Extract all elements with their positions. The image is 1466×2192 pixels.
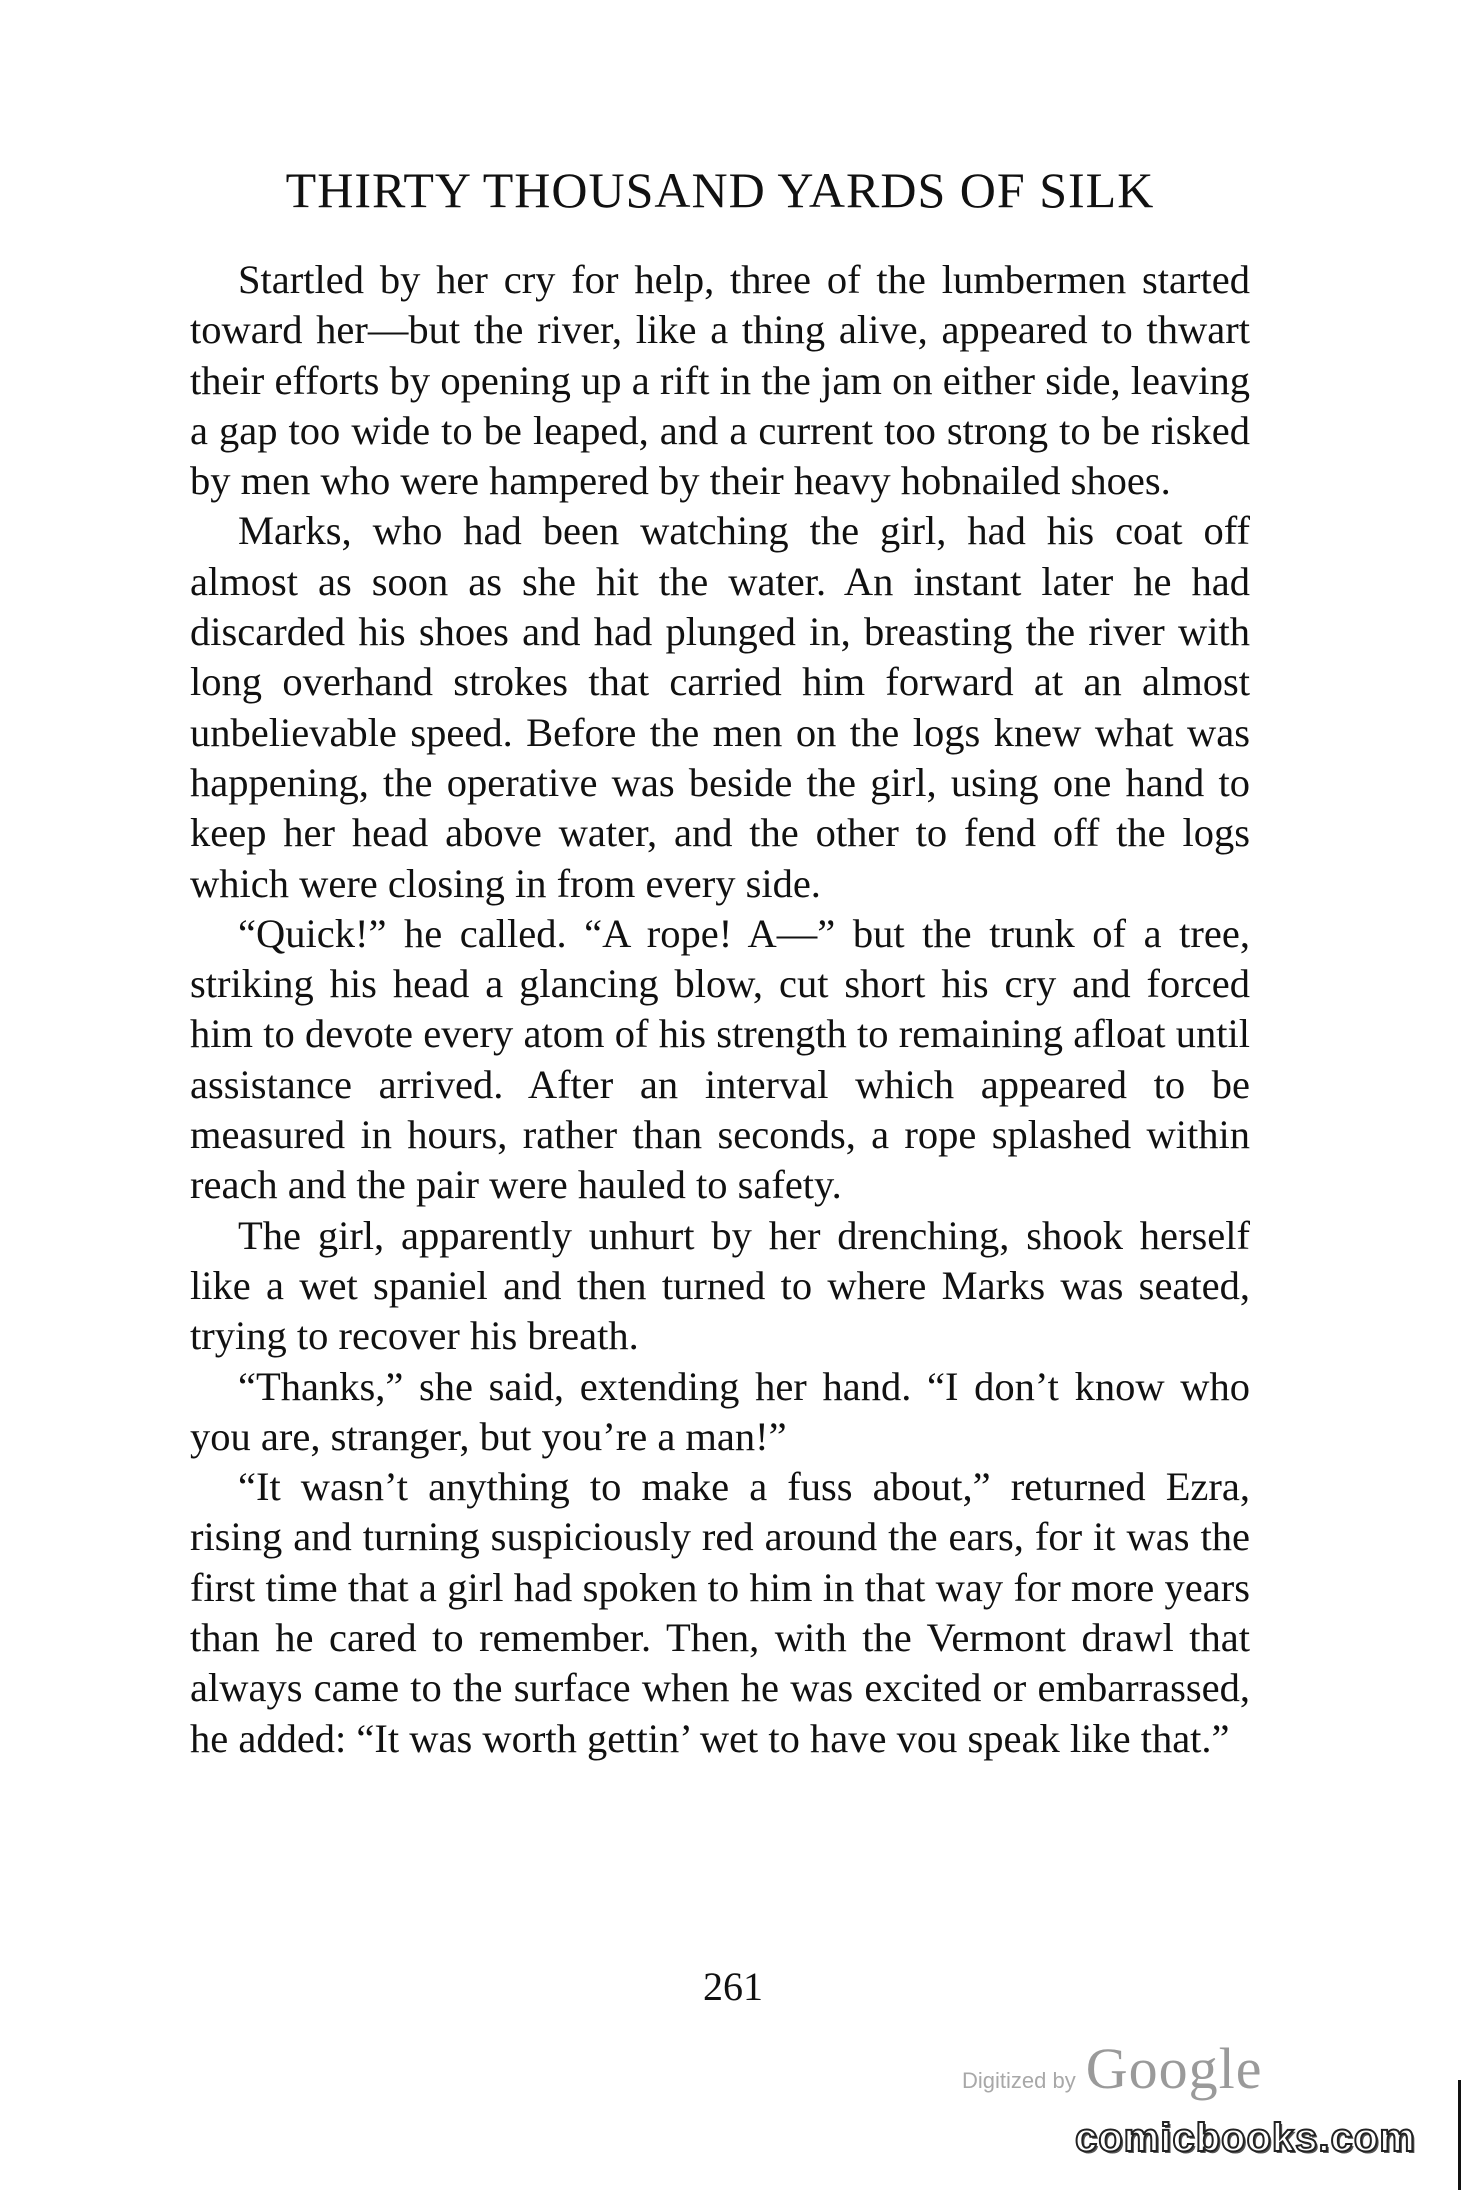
paragraph: “Thanks,” she said, extending her hand. “I don’t know who you are, stranger, but you’re a man!” <box>190 1363 1250 1459</box>
digitized-by-mark <box>962 2035 1262 2105</box>
paragraph: Startled by her cry for help, three of the lumbermen started toward her—but the river, like a thing alive, appeared to thwart their efforts by opening up a rift in the jam on either side, leaving a gap too wide to be leaped, and a current too strong to be risked by men who were hampered by their heavy hobnailed shoes. <box>190 257 1250 504</box>
paragraph: The girl, apparently unhurt by her drenching, shook herself like a wet spaniel and then turned to where Marks was seated, trying to recover his breath. <box>190 1212 1250 1359</box>
running-head: THIRTY THOUSAND YARDS OF SILK <box>285 162 1155 218</box>
paragraph: “Quick!” he called. “A rope! A—” but the trunk of a tree, striking his head a glancing blow, cut short his cry and forced him to devote every atom of his strength to remaining afloat until assistance arrived. After an interval which appeared to be measured in hours, rather than seconds, a rope splashed within reach and the pair were hauled to safety. <box>190 910 1250 1208</box>
paragraph: Marks, who had been watching the girl, had his coat off almost as soon as she hit the water. An instant later he had discarded his shoes and had plunged in, breasting the river with long overhand strokes that carried him forward at an almost unbelievable speed. Before the men on the logs knew what was happening, the operative was beside the girl, using one hand to keep her head above water, and the other to fend off the logs which were closing in from every side. <box>190 508 1250 906</box>
digitized-by-label: Digitized by <box>962 2068 1076 2093</box>
digitized-brand-logo: Google <box>1085 2036 1263 2101</box>
page-number: 261 <box>703 1964 763 2009</box>
scan-edge-mark <box>1458 2080 1461 2190</box>
paragraph: “It wasn’t anything to make a fuss about,” returned Ezra, rising and turning suspiciously red around the ears, for it was the first time that a girl had spoken to him in that way for more years than he cared to remember. Then, with the Vermont drawl that always came to the surface when he was excited or embarrassed, he added: “It was worth gettin’ wet to have vou speak like that.” <box>190 1464 1250 1761</box>
site-watermark: comicbooks.com <box>1075 2116 1416 2160</box>
body-text <box>190 255 1250 1764</box>
